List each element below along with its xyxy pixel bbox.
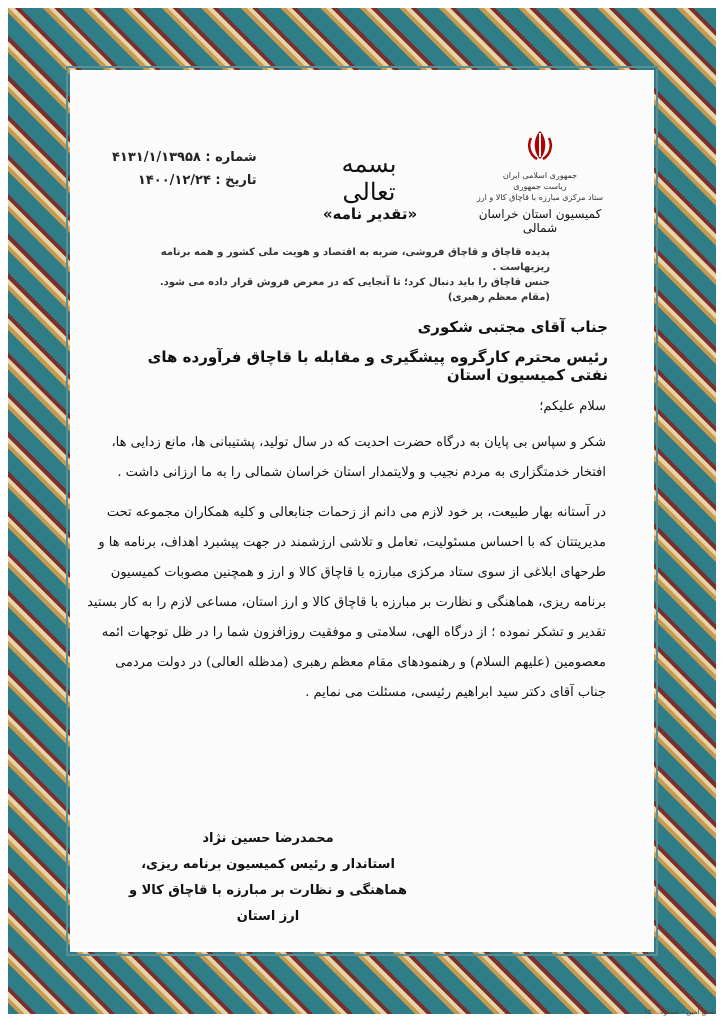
issuer-line-1: جمهوری اسلامی ایران <box>502 171 578 180</box>
body-paragraph-2: در آستانه بهار طبیعت، بر خود لازم می دانم از زحمات جنابعالی و کلیه همکاران مجموعه تحت مدیریتتان که با احساس مسئولیت، تعامل و تلاشی ارزشمند در جهت پیشبرد اهداف، برنامه ها و طرحهای ابلاغی از سوی ستاد مرکزی مبارزه با قاچاق کالا و ارز و همچنین مصوبات کمیسیون برنامه ریزی، هماهنگی و نظارت بر مبارزه با قاچاق کالا و ارز استان، مساعی لازم را به کار بستید تقدیر و تشکر نموده ؛ از درگاه الهی، سلامتی و موفقیت روزافزون شما را در ظل توجهات ائمه معصومین (علیهم السلام) و رهنمودهای مقام معظم رهبری (مدظله العالی) در دولت مردمی جناب آقای دکتر سید ابراهیم رئیسی، مسئلت می نمایم . <box>87 505 606 700</box>
signature-block <box>128 826 408 930</box>
issuer-line-2: ریاست جمهوری <box>513 182 567 191</box>
body-paragraph-1: شکر و سپاس بی پایان به درگاه حضرت احدیت که در سال تولید، پشتیبانی ها، مانع زدایی ها، افتخار خدمتگزاری به مردم نجیب و ولایتمدار استان خراسان شمالی را به ما ارزانی داشت . <box>111 435 606 480</box>
letter-body <box>86 392 606 718</box>
reference-number: شماره : ۴۱۳۱/۱/۱۳۹۵۸ <box>112 150 257 165</box>
issuer-block <box>470 128 610 235</box>
iran-emblem-icon <box>523 128 557 162</box>
quote-line-2: جنس قاچاق را باید دنبال کرد؛ تا آنجایی که در معرض فروش قرار داده می شود. (مقام معظم رهبری) <box>159 277 550 303</box>
issuer-line-3: ستاد مرکزی مبارزه با قاچاق کالا و ارز <box>476 193 604 202</box>
salutation: سلام علیکم؛ <box>539 399 606 414</box>
recipient-name: جناب آقای مجتبی شکوری <box>417 318 608 336</box>
printer-footer: نقش امین - شماره: ۱۲۰ <box>644 1008 716 1016</box>
leader-quote <box>150 245 550 305</box>
signer-name: محمدرضا حسین نژاد <box>202 831 334 846</box>
basmala: بسمه تعالی <box>341 150 397 206</box>
issuer-province: کمیسیون استان خراسان شمالی <box>478 207 602 235</box>
recipient-position: رئیس محترم کارگروه پیشگیری و مقابله با قاچاق فرآورده های نفتی کمیسیون استان <box>147 348 608 384</box>
recipient-block <box>140 318 608 396</box>
signer-title-2: هماهنگی و نظارت بر مبارزه با قاچاق کالا و ارز استان <box>129 883 407 924</box>
reference-block <box>112 150 257 196</box>
reference-date: تاریخ : ۱۴۰۰/۱۲/۲۴ <box>137 173 257 188</box>
quote-line-1: پدیده قاچاق و قاچاق فروشی، ضربه به اقتصاد و هویت ملی کشور و همه برنامه ریزیهاست . <box>160 247 550 273</box>
document-title: «تقدیر نامه» <box>322 205 418 223</box>
signer-title-1: استاندار و رئیس کمیسیون برنامه ریزی، <box>141 857 395 872</box>
